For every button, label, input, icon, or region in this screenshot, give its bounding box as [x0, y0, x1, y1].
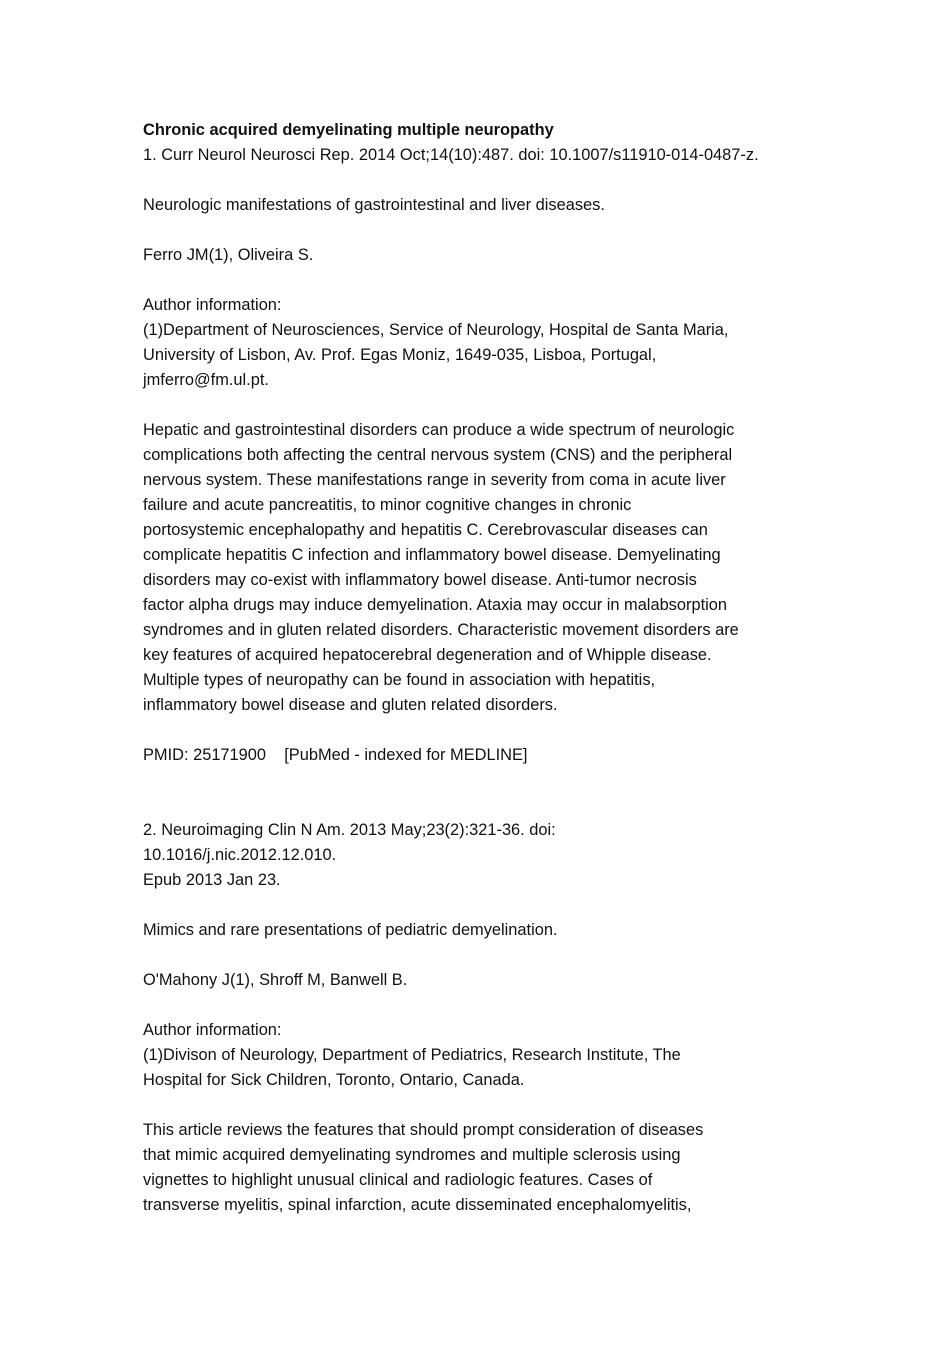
- abstract-line: vignettes to highlight unusual clinical and radiologic features. Cases of: [143, 1171, 653, 1189]
- record-2: [143, 818, 843, 1218]
- abstract-line: inflammatory bowel disease and gluten related disorders.: [143, 696, 558, 714]
- abstract-line: key features of acquired hepatocerebral degeneration and of Whipple disease.: [143, 646, 712, 664]
- abstract-line: This article reviews the features that should prompt consideration of diseases: [143, 1121, 704, 1139]
- record-1-citation: 1. Curr Neurol Neurosci Rep. 2014 Oct;14(10):487. doi: 10.1007/s11910-014-0487-z.: [143, 146, 759, 164]
- abstract-line: that mimic acquired demyelinating syndromes and multiple sclerosis using: [143, 1146, 681, 1164]
- abstract-line: complications both affecting the central nervous system (CNS) and the peripheral: [143, 446, 733, 464]
- record-1-pmid: PMID: 25171900 [PubMed - indexed for MEDLINE]: [143, 746, 528, 764]
- record-2-citation-line: 2. Neuroimaging Clin N Am. 2013 May;23(2):321-36. doi:: [143, 821, 556, 839]
- record-1-affiliation-line: jmferro@fm.ul.pt.: [143, 371, 269, 389]
- record-2-author-info-label: Author information:: [143, 1021, 282, 1039]
- record-2-citation-line: Epub 2013 Jan 23.: [143, 871, 281, 889]
- abstract-line: transverse myelitis, spinal infarction, acute disseminated encephalomyelitis,: [143, 1196, 692, 1214]
- record-2-affiliation-line: Hospital for Sick Children, Toronto, Ontario, Canada.: [143, 1071, 525, 1089]
- abstract-line: Hepatic and gastrointestinal disorders can produce a wide spectrum of neurologic: [143, 421, 735, 439]
- record-1-affiliation-line: University of Lisbon, Av. Prof. Egas Moniz, 1649-035, Lisboa, Portugal,: [143, 346, 657, 364]
- record-1-title: Neurologic manifestations of gastrointestinal and liver diseases.: [143, 196, 605, 214]
- record-2-title: Mimics and rare presentations of pediatric demyelination.: [143, 921, 558, 939]
- abstract-line: portosystemic encephalopathy and hepatitis C. Cerebrovascular diseases can: [143, 521, 708, 539]
- abstract-line: factor alpha drugs may induce demyelination. Ataxia may occur in malabsorption: [143, 596, 727, 614]
- abstract-line: disorders may co-exist with inflammatory bowel disease. Anti-tumor necrosis: [143, 571, 697, 589]
- record-1-abstract: [143, 418, 843, 718]
- document-heading: Chronic acquired demyelinating multiple neuropathy: [143, 121, 554, 139]
- abstract-line: complicate hepatitis C infection and inflammatory bowel disease. Demyelinating: [143, 546, 721, 564]
- abstract-line: nervous system. These manifestations range in severity from coma in acute liver: [143, 471, 726, 489]
- record-1-affiliation-line: (1)Department of Neurosciences, Service of Neurology, Hospital de Santa Maria,: [143, 321, 729, 339]
- document-page: [143, 118, 843, 1218]
- record-2-abstract: [143, 1118, 843, 1218]
- record-1: [143, 143, 843, 768]
- abstract-line: failure and acute pancreatitis, to minor cognitive changes in chronic: [143, 496, 632, 514]
- record-2-affiliation-line: (1)Divison of Neurology, Department of Pediatrics, Research Institute, The: [143, 1046, 681, 1064]
- abstract-line: Multiple types of neuropathy can be found in association with hepatitis,: [143, 671, 656, 689]
- record-2-authors: O'Mahony J(1), Shroff M, Banwell B.: [143, 971, 408, 989]
- record-2-citation-line: 10.1016/j.nic.2012.12.010.: [143, 846, 337, 864]
- record-1-author-info-label: Author information:: [143, 296, 282, 314]
- abstract-line: syndromes and in gluten related disorders. Characteristic movement disorders are: [143, 621, 739, 639]
- record-1-authors: Ferro JM(1), Oliveira S.: [143, 246, 314, 264]
